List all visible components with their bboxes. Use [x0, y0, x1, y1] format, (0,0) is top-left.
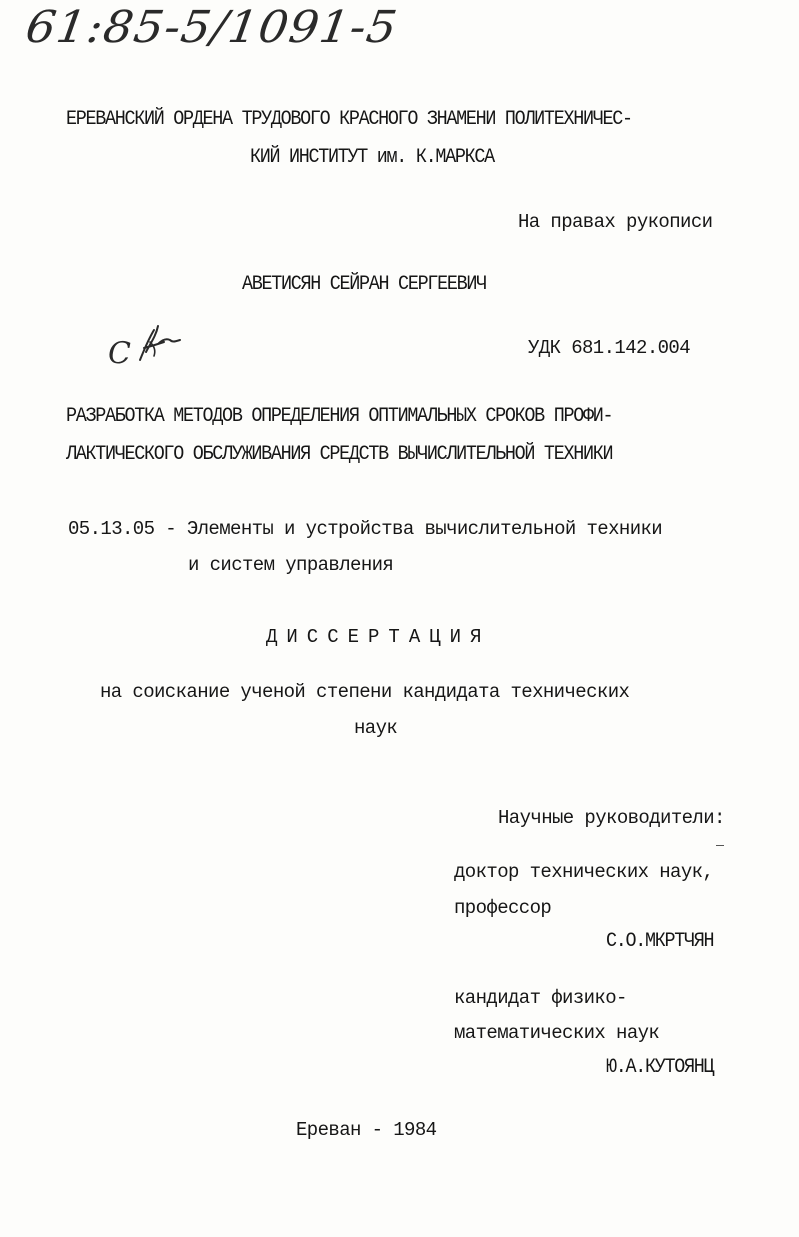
supervisor-2-title-line-1: кандидат физико-	[454, 987, 627, 1009]
supervisor-2-name: Ю.А.КУТОЯНЦ	[606, 1056, 714, 1079]
title-line-2: ЛАКТИЧЕСКОГО ОБСЛУЖИВАНИЯ СРЕДСТВ ВЫЧИСЛИТЕЛЬНОЙ ТЕХНИКИ	[66, 443, 613, 466]
manuscript-note: На правах рукописи	[518, 211, 713, 233]
city-year: Ереван - 1984	[296, 1119, 437, 1141]
institution-line-1: ЕРЕВАНСКИЙ ОРДЕНА ТРУДОВОГО КРАСНОГО ЗНАМЕНИ ПОЛИТЕХНИЧЕС-	[66, 108, 632, 131]
archive-number-handwritten: 61:85-5/1091-5	[22, 2, 401, 53]
supervisors-heading: Научные руководители:	[498, 807, 725, 829]
institution-line-2: КИЙ ИНСТИТУТ им. К.МАРКСА	[250, 146, 494, 169]
author-name: АВЕТИСЯН СЕЙРАН СЕРГЕЕВИЧ	[242, 273, 486, 296]
supervisor-1-name: С.О.МКРТЧЯН	[606, 930, 714, 953]
ink-dash	[716, 845, 724, 846]
supervisor-1-title-line-2: профессор	[454, 897, 552, 919]
degree-line-2: наук	[354, 717, 398, 739]
supervisor-2-title-line-2: математических наук	[454, 1022, 660, 1044]
specialty-line-2: и систем управления	[188, 554, 394, 576]
document-type: ДИССЕРТАЦИЯ	[266, 626, 491, 648]
supervisor-1-title-line-1: доктор технических наук,	[454, 861, 714, 883]
signature-icon	[134, 322, 186, 366]
specialty-line-1: 05.13.05 - Элементы и устройства вычислительной техники	[68, 518, 663, 540]
title-line-1: РАЗРАБОТКА МЕТОДОВ ОПРЕДЕЛЕНИЯ ОПТИМАЛЬНЫХ СРОКОВ ПРОФИ-	[66, 405, 613, 428]
udc-code: УДК 681.142.004	[528, 337, 691, 359]
degree-line-1: на соискание ученой степени кандидата технических	[100, 681, 630, 703]
signature-letter: С	[108, 336, 131, 371]
